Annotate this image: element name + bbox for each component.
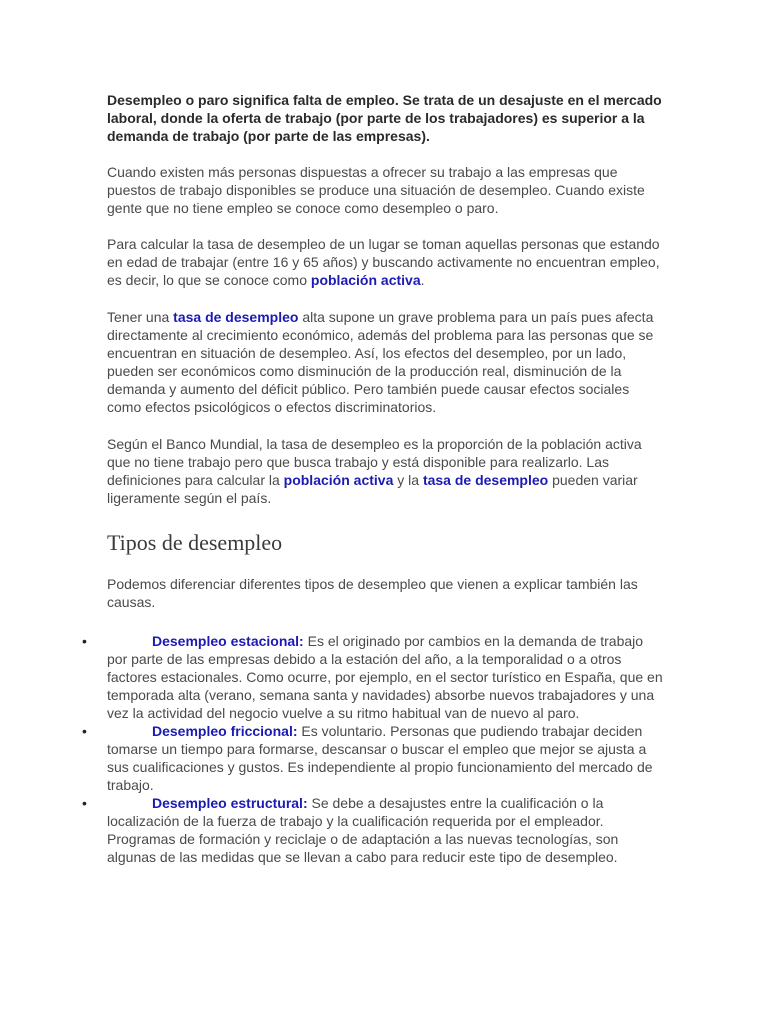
paragraph-5 bbox=[107, 435, 663, 507]
paragraph-5-post: pueden variar ligeramente según el país. bbox=[107, 472, 638, 506]
paragraph-3-end: . bbox=[420, 272, 425, 288]
document-body bbox=[82, 91, 663, 866]
paragraph-3 bbox=[107, 235, 663, 289]
link-desempleo-estacional[interactable]: Desempleo estacional: bbox=[152, 633, 304, 649]
list-item bbox=[82, 722, 663, 794]
paragraph-5-mid: y la bbox=[393, 472, 423, 488]
section-heading: Tipos de desempleo bbox=[107, 530, 283, 555]
link-desempleo-estructural[interactable]: Desempleo estructural: bbox=[152, 795, 308, 811]
link-tasa-de-desempleo-2[interactable]: tasa de desempleo bbox=[422, 472, 549, 488]
paragraph-5-pre: Según el Banco Mundial, la tasa de desempleo es la proporción de la población activa que no tiene trabajo pero que busca trabajo y está disponible para realizarlo. Las definiciones para calcular la bbox=[107, 436, 642, 488]
list-item-text: Se debe a desajustes entre la cualificación o la localización de la fuerza de trabajo y la cualificación requerida por el empleador. Programas de formación y reciclaje o de adaptación a las nuevas tecnologías, son algunas de las medidas que se llevan a cabo para reducir este tipo de desempleo. bbox=[107, 795, 619, 865]
paragraph-4-pre: Tener una bbox=[107, 309, 174, 325]
list-item-text: Es el originado por cambios en la demanda de trabajo por parte de las empresas debido a la estación del año, a la temporalidad o a otros factores estacionales. Como ocurre, por ejemplo, en el sector turístico en España, que en temporada alta (verano, semana santa y navidades) absorbe nuevos trabajadores y una vez la actividad del negocio vuelve a su ritmo habitual van de nuevo al paro. bbox=[107, 633, 663, 721]
link-poblacion-activa[interactable]: población activa bbox=[310, 272, 421, 288]
paragraph-3-text: Para calcular la tasa de desempleo de un lugar se toman aquellas personas que estando en edad de trabajar (entre 16 y 65 años) y buscando activamente no encuentran empleo, es decir, lo que se conoce como bbox=[107, 236, 660, 288]
paragraph-4-post: alta supone un grave problema para un país pues afecta directamente al crecimiento económico, además del problema para las personas que se encuentran en situación de desempleo. Así, los efectos del desempleo, por un lado, pueden ser económicos como disminución de la producción real, disminución de la demanda y aumento del déficit público. Pero también puede causar efectos sociales como efectos psicológicos o efectos discriminatorios. bbox=[107, 309, 654, 415]
link-poblacion-activa-2[interactable]: población activa bbox=[283, 472, 394, 488]
list-item bbox=[82, 632, 663, 722]
bullet-icon: • bbox=[82, 795, 87, 811]
intro-paragraph: Desempleo o paro significa falta de empleo. Se trata de un desajuste en el mercado laboral, donde la oferta de trabajo (por parte de los trabajadores) es superior a la demanda de trabajo (por parte de las empresas). bbox=[107, 92, 662, 144]
types-list bbox=[82, 632, 663, 866]
bullet-icon: • bbox=[82, 723, 87, 739]
link-desempleo-friccional[interactable]: Desempleo friccional: bbox=[152, 723, 298, 739]
paragraph-2: Cuando existen más personas dispuestas a ofrecer su trabajo a las empresas que puestos de trabajo disponibles se produce una situación de desempleo. Cuando existe gente que no tiene empleo se conoce como desempleo o paro. bbox=[107, 164, 645, 216]
paragraph-6: Podemos diferenciar diferentes tipos de desempleo que vienen a explicar también las causas. bbox=[107, 576, 638, 610]
bullet-icon: • bbox=[82, 633, 87, 649]
link-tasa-de-desempleo[interactable]: tasa de desempleo bbox=[173, 309, 299, 325]
list-item-text: Es voluntario. Personas que pudiendo trabajar deciden tomarse un tiempo para formarse, descansar o buscar el empleo que mejor se ajusta a sus cualificaciones y gustos. Es independiente al propio funcionamiento del mercado de trabajo. bbox=[107, 723, 653, 793]
list-item bbox=[82, 794, 663, 866]
paragraph-4 bbox=[107, 308, 663, 416]
